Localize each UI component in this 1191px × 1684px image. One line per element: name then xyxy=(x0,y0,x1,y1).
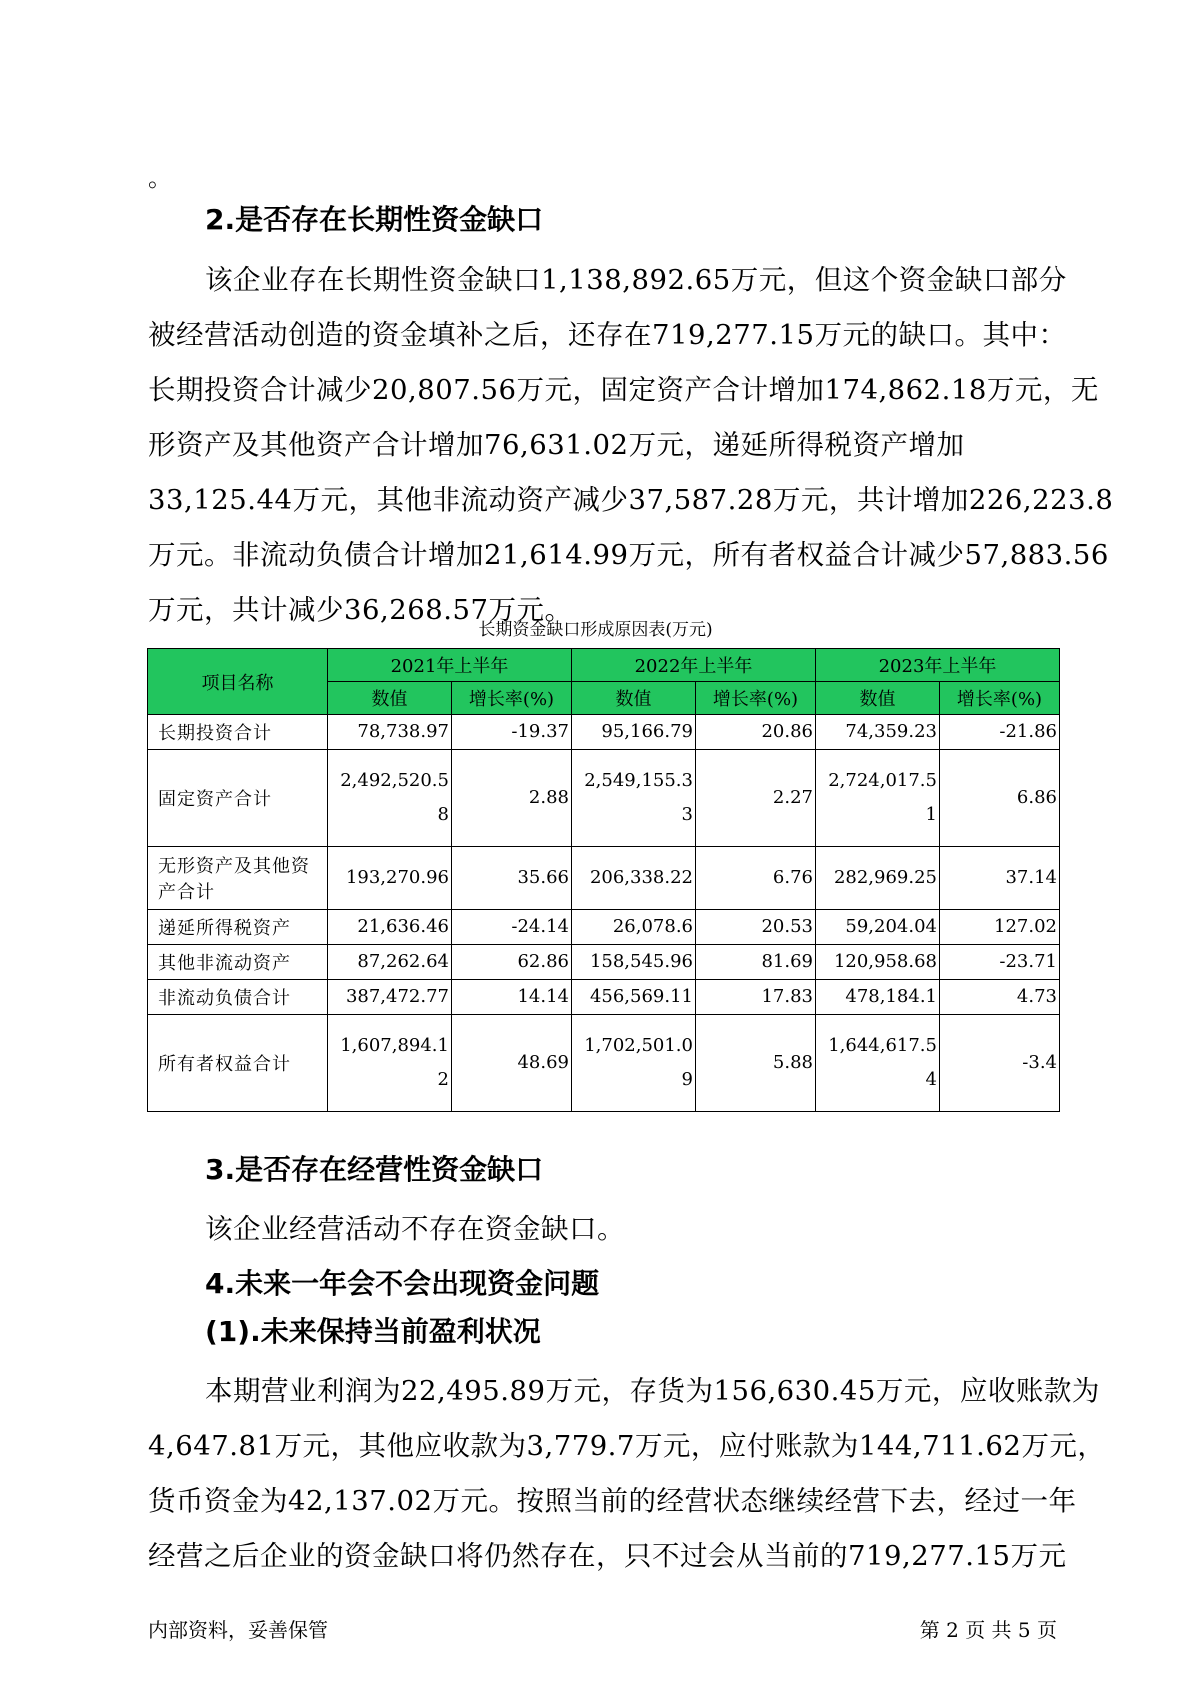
cell-value: 87,262.64 xyxy=(328,945,452,980)
table-row xyxy=(148,715,1060,750)
cell-growth: -21.86 xyxy=(940,715,1060,750)
header-period-2023: 2023年上半年 xyxy=(816,649,1060,682)
section2-line-5: 33,125.44万元，其他非流动资产减少37,587.28万元，共计增加226,223.8 xyxy=(148,484,1114,516)
subheader-growth: 增长率(%) xyxy=(696,682,816,715)
cell-value: 456,569.11 xyxy=(572,980,696,1015)
cell-value: 1,607,894.12 xyxy=(328,1015,452,1112)
cell-value: 120,958.68 xyxy=(816,945,940,980)
cell-value: 206,338.22 xyxy=(572,847,696,910)
cell-growth: 127.02 xyxy=(940,910,1060,945)
section3-line: 该企业经营活动不存在资金缺口。 xyxy=(205,1213,625,1245)
cell-growth: 5.88 xyxy=(696,1015,816,1112)
row-name: 非流动负债合计 xyxy=(148,980,328,1015)
row-name: 固定资产合计 xyxy=(148,750,328,847)
table-row xyxy=(148,945,1060,980)
cell-value: 1,702,501.09 xyxy=(572,1015,696,1112)
section2-line-4: 形资产及其他资产合计增加76,631.02万元，递延所得税资产增加 xyxy=(148,429,965,461)
cell-value: 387,472.77 xyxy=(328,980,452,1015)
header-item-name: 项目名称 xyxy=(148,649,328,715)
section4-line-1: 本期营业利润为22,495.89万元，存货为156,630.45万元，应收账款为 xyxy=(205,1375,1100,1407)
cell-value: 193,270.96 xyxy=(328,847,452,910)
header-period-2022: 2022年上半年 xyxy=(572,649,816,682)
cell-growth: 35.66 xyxy=(452,847,572,910)
section2-line-3: 长期投资合计减少20,807.56万元，固定资产合计增加174,862.18万元，无 xyxy=(148,374,1099,406)
cell-growth: -24.14 xyxy=(452,910,572,945)
subheader-value: 数值 xyxy=(816,682,940,715)
cell-growth: 4.73 xyxy=(940,980,1060,1015)
section2-line-6: 万元。非流动负债合计增加21,614.99万元，所有者权益合计减少57,883.56 xyxy=(148,539,1109,571)
section4-line-3: 货币资金为42,137.02万元。按照当前的经营状态继续经营下去，经过一年 xyxy=(148,1485,1077,1517)
section2-line-2: 被经营活动创造的资金填补之后，还存在719,277.15万元的缺口。其中： xyxy=(148,319,1067,351)
cell-value: 59,204.04 xyxy=(816,910,940,945)
cell-growth: 81.69 xyxy=(696,945,816,980)
footer-page-number: 第 2 页 共 5 页 xyxy=(919,1618,1057,1642)
cell-growth: 20.86 xyxy=(696,715,816,750)
cell-value: 78,738.97 xyxy=(328,715,452,750)
cell-value: 21,636.46 xyxy=(328,910,452,945)
cell-growth: 62.86 xyxy=(452,945,572,980)
cell-growth: 37.14 xyxy=(940,847,1060,910)
section4-heading: 4.未来一年会不会出现资金问题 xyxy=(205,1267,600,1300)
cell-growth: -19.37 xyxy=(452,715,572,750)
section2-heading: 2.是否存在长期性资金缺口 xyxy=(205,203,544,236)
cell-value: 95,166.79 xyxy=(572,715,696,750)
section4-line-2: 4,647.81万元，其他应收款为3,779.7万元，应付账款为144,711.62万元， xyxy=(148,1430,1106,1462)
cell-value: 74,359.23 xyxy=(816,715,940,750)
table-row xyxy=(148,750,1060,847)
cell-growth: 14.14 xyxy=(452,980,572,1015)
section4-line-4: 经营之后企业的资金缺口将仍然存在，只不过会从当前的719,277.15万元 xyxy=(148,1540,1067,1572)
table-row xyxy=(148,847,1060,910)
cell-growth: 20.53 xyxy=(696,910,816,945)
cell-growth: -23.71 xyxy=(940,945,1060,980)
cell-value: 2,492,520.58 xyxy=(328,750,452,847)
cell-growth: 6.86 xyxy=(940,750,1060,847)
row-name: 无形资产及其他资产合计 xyxy=(148,847,328,910)
long-term-gap-table xyxy=(147,648,1060,1112)
header-period-2021: 2021年上半年 xyxy=(328,649,572,682)
cell-growth: 2.88 xyxy=(452,750,572,847)
row-name: 其他非流动资产 xyxy=(148,945,328,980)
section2-line-1: 该企业存在长期性资金缺口1,138,892.65万元，但这个资金缺口部分 xyxy=(205,264,1067,296)
cell-growth: 6.76 xyxy=(696,847,816,910)
cell-value: 158,545.96 xyxy=(572,945,696,980)
cell-value: 478,184.1 xyxy=(816,980,940,1015)
cell-value: 26,078.6 xyxy=(572,910,696,945)
section3-heading: 3.是否存在经营性资金缺口 xyxy=(205,1153,544,1186)
section2-line-7: 万元，共计减少36,268.57万元。 xyxy=(148,594,573,626)
cell-value: 282,969.25 xyxy=(816,847,940,910)
table-caption: 长期资金缺口形成原因表(万元) xyxy=(478,620,713,640)
cell-value: 1,644,617.54 xyxy=(816,1015,940,1112)
section4-subheading: (1).未来保持当前盈利状况 xyxy=(205,1315,541,1348)
footer-confidential-note: 内部资料，妥善保管 xyxy=(148,1618,328,1642)
subheader-value: 数值 xyxy=(572,682,696,715)
subheader-growth: 增长率(%) xyxy=(940,682,1060,715)
table-row xyxy=(148,980,1060,1015)
table-row xyxy=(148,1015,1060,1112)
row-name: 递延所得税资产 xyxy=(148,910,328,945)
cell-growth: -3.4 xyxy=(940,1015,1060,1112)
cell-growth: 17.83 xyxy=(696,980,816,1015)
cell-value: 2,549,155.33 xyxy=(572,750,696,847)
subheader-value: 数值 xyxy=(328,682,452,715)
row-name: 所有者权益合计 xyxy=(148,1015,328,1112)
cell-growth: 48.69 xyxy=(452,1015,572,1112)
cell-value: 2,724,017.51 xyxy=(816,750,940,847)
row-name: 长期投资合计 xyxy=(148,715,328,750)
cell-growth: 2.27 xyxy=(696,750,816,847)
leading-punctuation: 。 xyxy=(148,164,172,192)
table-row xyxy=(148,910,1060,945)
subheader-growth: 增长率(%) xyxy=(452,682,572,715)
